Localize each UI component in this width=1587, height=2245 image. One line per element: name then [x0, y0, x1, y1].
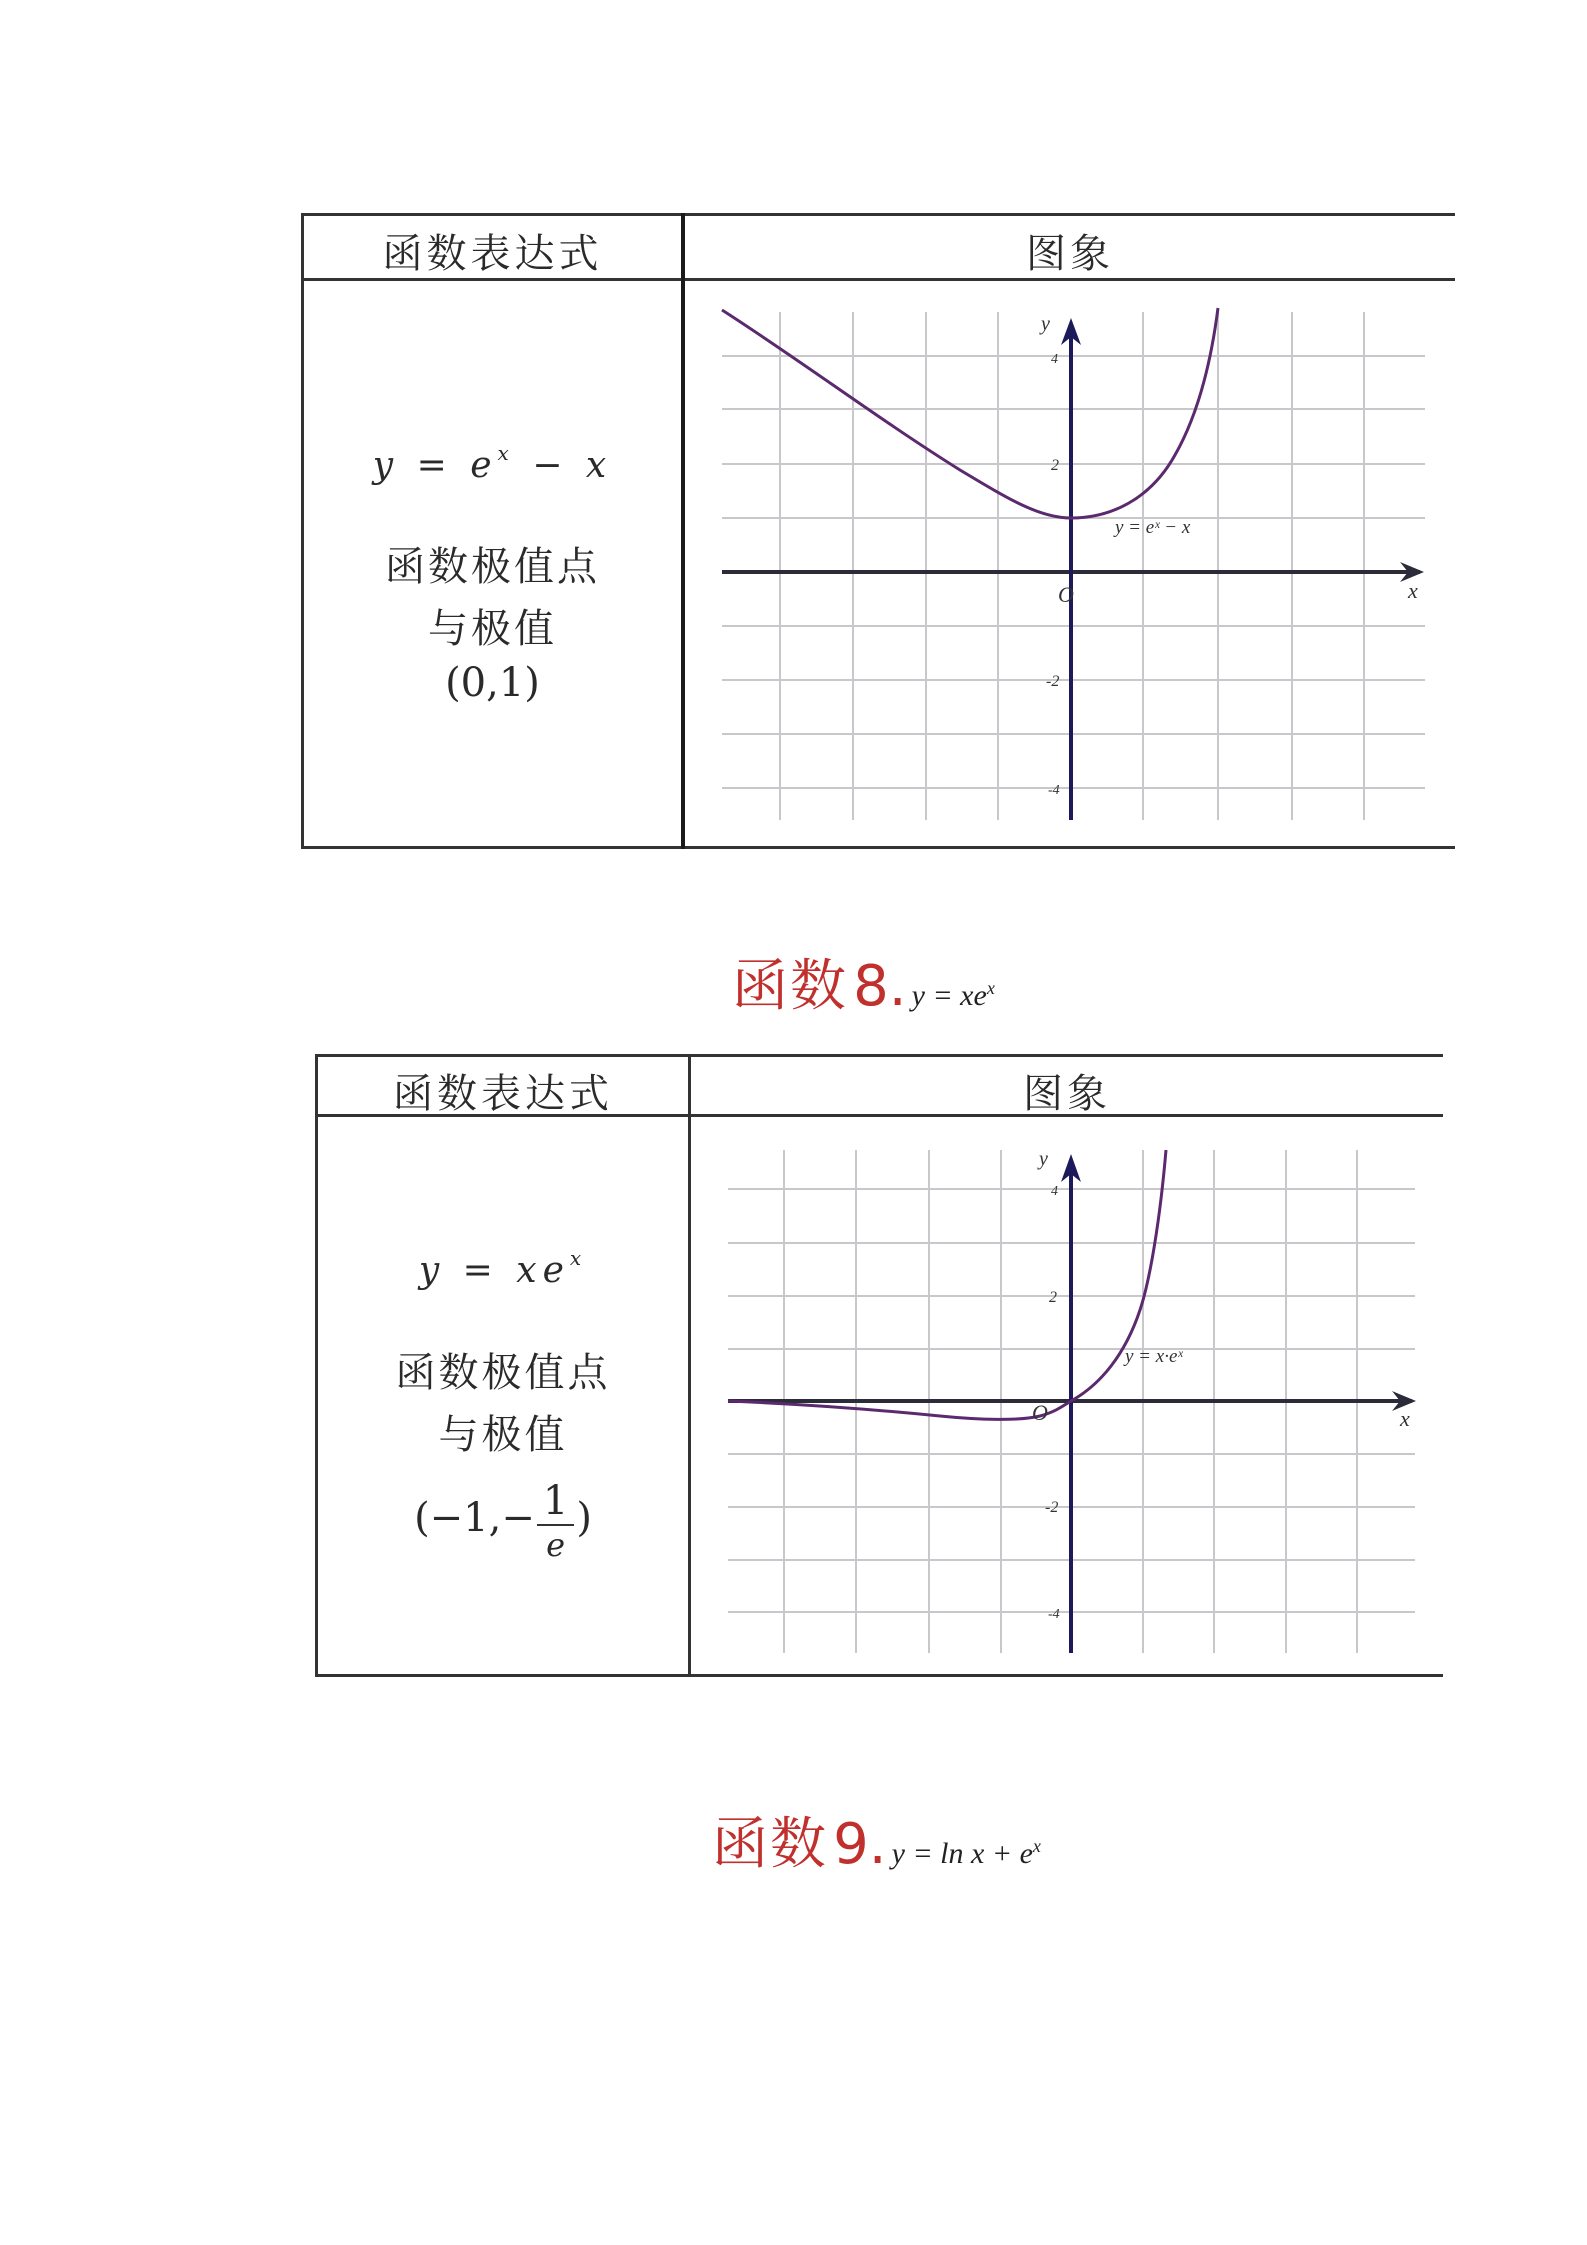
svg-text:-2: -2 — [1046, 673, 1060, 690]
caption-function-8: 函数 8. $y = xe^x$ — [732, 954, 995, 1019]
table-bottom-border — [301, 846, 1455, 849]
function-formula: $y = e^x - x$ — [372, 441, 613, 486]
extreme-point: (0,1) — [445, 660, 540, 706]
svg-text:y = x·eˣ: y = x·eˣ — [1125, 1346, 1183, 1367]
svg-text:-2: -2 — [1045, 1499, 1059, 1516]
function-formula: $y = xe^x$ — [418, 1246, 588, 1291]
grid-lines — [722, 312, 1425, 820]
extreme-description: 函数极值点 与极值 — [395, 1350, 611, 1458]
extreme-description: 函数极值点 与极值 — [385, 544, 600, 652]
table-left-border — [301, 213, 304, 849]
table-top-border — [315, 1054, 1443, 1057]
extreme-point: (−1,− $\frac{1}{e}$ ) — [414, 1478, 592, 1564]
svg-text:y: y — [1039, 1148, 1048, 1170]
svg-text:2: 2 — [1049, 1289, 1057, 1306]
svg-text:-4: -4 — [1048, 1607, 1060, 1622]
header-graph: 图象 — [1023, 1071, 1111, 1117]
svg-text:-4: -4 — [1048, 783, 1060, 798]
header-expression: 函数表达式 — [382, 231, 603, 277]
svg-text:y: y — [1041, 313, 1050, 335]
caption-function-9: 函数 9. $y = \ln x + e^x$ — [712, 1812, 1041, 1877]
curve — [728, 1150, 1166, 1419]
svg-text:O: O — [1032, 1400, 1048, 1425]
svg-text:y = eˣ − x: y = eˣ − x — [1115, 517, 1191, 538]
svg-text:4: 4 — [1051, 1184, 1058, 1199]
table-top-border — [301, 213, 1455, 216]
header-expression: 函数表达式 — [393, 1071, 613, 1117]
graph-y-equals-e-x-minus-x — [686, 282, 1455, 845]
table-column-divider — [681, 213, 685, 849]
svg-text:2: 2 — [1051, 457, 1059, 474]
svg-text:x: x — [1408, 578, 1418, 603]
table-bottom-border — [315, 1674, 1443, 1677]
svg-text:x: x — [1400, 1406, 1410, 1431]
header-graph: 图象 — [1026, 231, 1114, 277]
graph-y-equals-x-e-x — [691, 1117, 1443, 1674]
svg-text:4: 4 — [1051, 352, 1058, 367]
svg-text:O: O — [1058, 582, 1074, 607]
